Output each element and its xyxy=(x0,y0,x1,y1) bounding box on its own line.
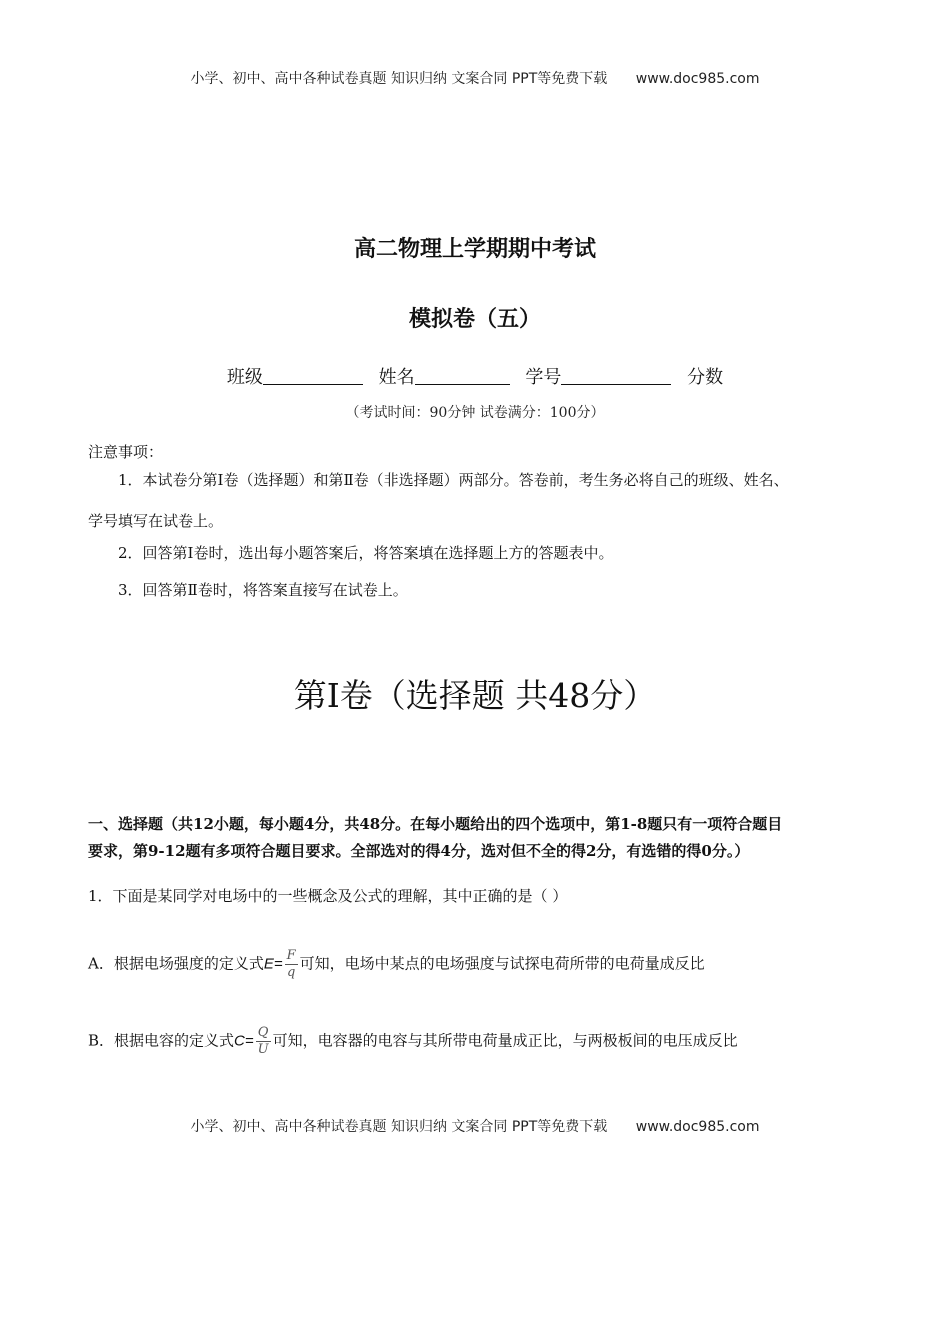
footer-text: 小学、初中、高中各种试卷真题 知识归纳 文案合同 PPT等免费下载 xyxy=(190,1119,608,1135)
option-a-denominator: q xyxy=(286,965,296,980)
option-b-suffix: 可知，电容器的电容与其所带电荷量成正比，与两极板间的电压成反比 xyxy=(272,1031,738,1050)
student-info-line xyxy=(0,363,950,389)
id-label: 学号 xyxy=(525,367,562,388)
score-label: 分数 xyxy=(687,367,724,388)
question-1-stem: 1．下面是某同学对电场中的一些概念及公式的理解，其中正确的是（ ） xyxy=(88,887,568,905)
footer-site-link[interactable]: www.doc985.com xyxy=(635,1119,760,1135)
note-item-3: 3．回答第Ⅱ卷时，将答案直接写在试卷上。 xyxy=(118,581,408,599)
option-b-prefix: B．根据电容的定义式 xyxy=(88,1031,235,1050)
option-b-numerator: Q xyxy=(256,1025,271,1042)
option-a-fraction xyxy=(285,948,298,981)
option-b-variable: C= xyxy=(234,1032,254,1050)
note-item-1-cont: 学号填写在试卷上。 xyxy=(88,512,224,530)
class-label: 班级 xyxy=(226,367,263,388)
option-a-variable: E= xyxy=(263,955,283,973)
page-footer xyxy=(0,1116,950,1136)
note-item-2: 2．回答第Ⅰ卷时，选出每小题答案后，将答案填在选择题上方的答题表中。 xyxy=(118,544,614,562)
header-text: 小学、初中、高中各种试卷真题 知识归纳 文案合同 PPT等免费下载 xyxy=(190,71,608,87)
page-header xyxy=(0,68,950,88)
option-a-numerator: F xyxy=(286,948,296,963)
name-label: 姓名 xyxy=(378,367,415,388)
section-title: 第Ⅰ卷（选择题 共48分） xyxy=(293,676,657,715)
instructions-line-2: 要求，第9-12题有多项符合题目要求。全部选对的得4分，选对但不全的得2分，有选错的得0分。） xyxy=(88,842,750,860)
instructions-line-1: 一、选择题（共12小题，每小题4分，共48分。在每小题给出的四个选项中，第1-8题只有一项符合题目 xyxy=(88,815,783,833)
question-1-option-b[interactable] xyxy=(88,1025,738,1058)
exam-subtitle: 模拟卷（五） xyxy=(408,306,541,332)
class-blank[interactable] xyxy=(263,366,363,385)
section-instructions xyxy=(88,811,878,865)
id-blank[interactable] xyxy=(561,366,671,385)
note-item-1: 1．本试卷分第Ⅰ卷（选择题）和第Ⅱ卷（非选择题）两部分。答卷前，考生务必将自己的班级、姓名、 xyxy=(118,471,789,489)
notes-heading: 注意事项： xyxy=(88,443,164,461)
question-1-option-a[interactable] xyxy=(88,948,705,981)
option-a-prefix: A．根据电场强度的定义式 xyxy=(88,954,264,973)
exam-title: 高二物理上学期期中考试 xyxy=(353,236,596,262)
exam-time-info: （考试时间：90分钟 试卷满分：100分） xyxy=(345,405,605,421)
header-site-link[interactable]: www.doc985.com xyxy=(635,71,760,87)
option-b-fraction xyxy=(256,1025,271,1058)
option-a-suffix: 可知，电场中某点的电场强度与试探电荷所带的电荷量成反比 xyxy=(299,954,705,973)
name-blank[interactable] xyxy=(415,366,510,385)
option-b-denominator: U xyxy=(257,1042,269,1057)
